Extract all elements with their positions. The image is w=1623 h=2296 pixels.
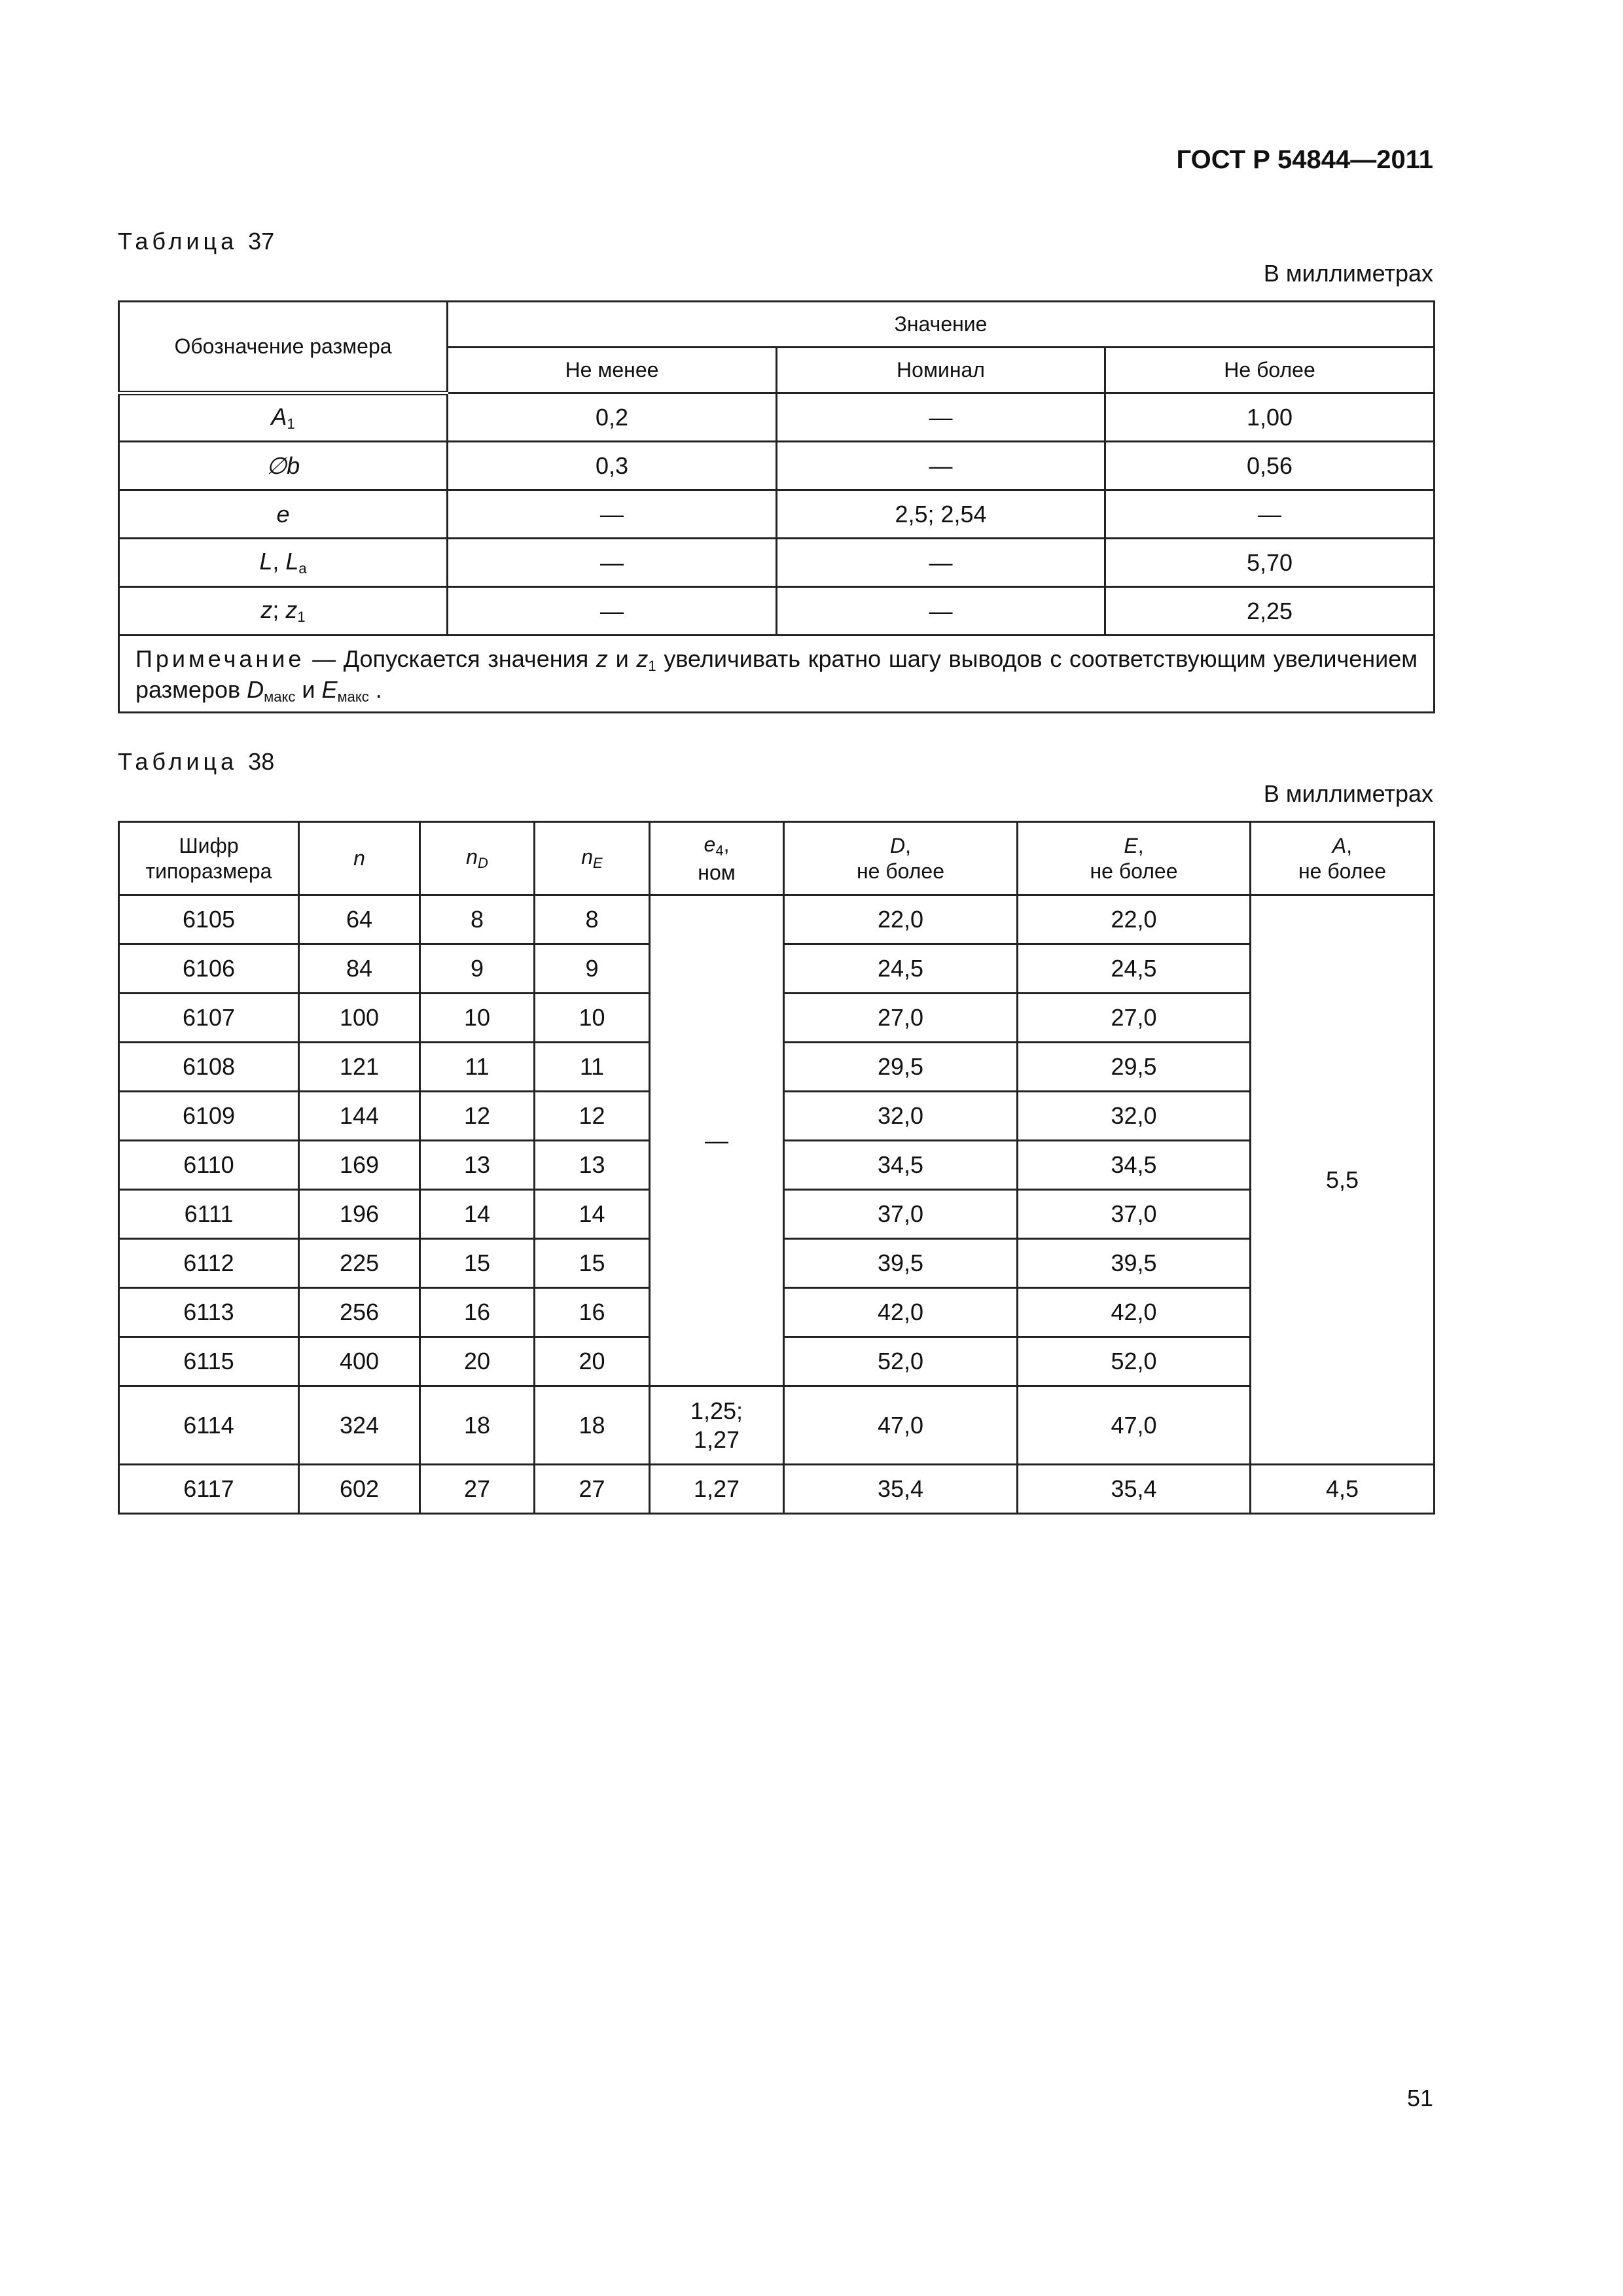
cell-nD: 13 — [420, 1141, 535, 1190]
cell-A: 4,5 — [1251, 1465, 1435, 1514]
cell-n: 225 — [299, 1239, 420, 1288]
cell-code: 6112 — [119, 1239, 299, 1288]
cell-code: 6109 — [119, 1092, 299, 1141]
cell-D: 47,0 — [784, 1386, 1018, 1465]
cell-D: 37,0 — [784, 1190, 1018, 1239]
header-e4: $e_4$, ном — [650, 822, 784, 895]
cell-nE: 10 — [535, 994, 650, 1043]
cell-nominal: — — [777, 539, 1105, 587]
header-D: D, не более — [784, 822, 1018, 895]
dimension-name: e — [119, 490, 448, 539]
cell-nE: 16 — [535, 1288, 650, 1337]
cell-E: 29,5 — [1018, 1043, 1251, 1092]
cell-D: 22,0 — [784, 895, 1018, 944]
cell-n: 121 — [299, 1043, 420, 1092]
cell-max: 1,00 — [1105, 393, 1435, 442]
cell-nD: 10 — [420, 994, 535, 1043]
cell-max: 0,56 — [1105, 442, 1435, 490]
table38 — [118, 821, 1435, 1515]
cell-D: 52,0 — [784, 1337, 1018, 1386]
cell-nominal: — — [777, 442, 1105, 490]
cell-max: 5,70 — [1105, 539, 1435, 587]
header-min: Не менее — [448, 348, 777, 393]
header-n: n — [299, 822, 420, 895]
cell-n: 84 — [299, 944, 420, 994]
cell-code: 6111 — [119, 1190, 299, 1239]
cell-E: 24,5 — [1018, 944, 1251, 994]
cell-nD: 15 — [420, 1239, 535, 1288]
header-nominal: Номинал — [777, 348, 1105, 393]
cell-D: 32,0 — [784, 1092, 1018, 1141]
cell-n: 400 — [299, 1337, 420, 1386]
cell-n: 169 — [299, 1141, 420, 1190]
header-code: Шифр типоразмера — [119, 822, 299, 895]
cell-E: 32,0 — [1018, 1092, 1251, 1141]
cell-code: 6107 — [119, 994, 299, 1043]
cell-nE: 12 — [535, 1092, 650, 1141]
table-row — [119, 442, 1435, 490]
table-row — [119, 393, 1435, 442]
cell-nominal: 2,5; 2,54 — [777, 490, 1105, 539]
header-designation: Обозначение размера — [119, 302, 448, 393]
table37-note: Примечание — Допускается значения z и $z_1$ увеличивать кратно шагу выводов с соответствующим увеличением размеров $D_{макс}$ и $E_{макс}$ . — [119, 636, 1435, 713]
table37-units: В миллиметрах — [1263, 260, 1433, 287]
table38-caption-number: 38 — [248, 748, 275, 775]
dimension-name: ∅b — [119, 442, 448, 490]
cell-n: 602 — [299, 1465, 420, 1514]
cell-E: 39,5 — [1018, 1239, 1251, 1288]
dimension-name: z; $z_1$ — [119, 587, 448, 636]
cell-nE: 15 — [535, 1239, 650, 1288]
cell-nE: 20 — [535, 1337, 650, 1386]
table37 — [118, 300, 1435, 713]
cell-code: 6113 — [119, 1288, 299, 1337]
cell-e4-merged: — — [650, 895, 784, 1386]
cell-nE: 14 — [535, 1190, 650, 1239]
dimension-name: L, $L_a$ — [119, 539, 448, 587]
cell-code: 6115 — [119, 1337, 299, 1386]
cell-n: 324 — [299, 1386, 420, 1465]
table37-caption — [118, 228, 274, 255]
cell-nD: 12 — [420, 1092, 535, 1141]
header-value: Значение — [448, 302, 1435, 348]
cell-min: — — [448, 490, 777, 539]
cell-A-merged: 5,5 — [1251, 895, 1435, 1465]
table-row — [119, 539, 1435, 587]
table38-caption — [118, 748, 274, 776]
cell-n: 64 — [299, 895, 420, 944]
table37-caption-word: Таблица — [118, 228, 238, 255]
header-E: E, не более — [1018, 822, 1251, 895]
table-row — [119, 587, 1435, 636]
cell-nD: 9 — [420, 944, 535, 994]
cell-max: — — [1105, 490, 1435, 539]
cell-nominal: — — [777, 587, 1105, 636]
cell-E: 52,0 — [1018, 1337, 1251, 1386]
cell-nE: 8 — [535, 895, 650, 944]
cell-code: 6105 — [119, 895, 299, 944]
cell-nE: 18 — [535, 1386, 650, 1465]
cell-e4: 1,25; 1,27 — [650, 1386, 784, 1465]
table37-caption-number: 37 — [248, 228, 275, 255]
cell-n: 144 — [299, 1092, 420, 1141]
cell-E: 47,0 — [1018, 1386, 1251, 1465]
document-code: ГОСТ Р 54844—2011 — [1176, 145, 1433, 174]
cell-code: 6117 — [119, 1465, 299, 1514]
cell-D: 27,0 — [784, 994, 1018, 1043]
table-row — [119, 1386, 1435, 1465]
cell-nominal: — — [777, 393, 1105, 442]
cell-D: 39,5 — [784, 1239, 1018, 1288]
cell-n: 256 — [299, 1288, 420, 1337]
cell-min: 0,2 — [448, 393, 777, 442]
cell-code: 6114 — [119, 1386, 299, 1465]
cell-nE: 27 — [535, 1465, 650, 1514]
cell-E: 42,0 — [1018, 1288, 1251, 1337]
cell-E: 37,0 — [1018, 1190, 1251, 1239]
page-number: 51 — [1406, 2085, 1433, 2111]
cell-nE: 13 — [535, 1141, 650, 1190]
cell-D: 34,5 — [784, 1141, 1018, 1190]
cell-E: 35,4 — [1018, 1465, 1251, 1514]
cell-D: 35,4 — [784, 1465, 1018, 1514]
cell-max: 2,25 — [1105, 587, 1435, 636]
cell-nD: 27 — [420, 1465, 535, 1514]
cell-D: 29,5 — [784, 1043, 1018, 1092]
header-nE: $n_E$ — [535, 822, 650, 895]
cell-nD: 18 — [420, 1386, 535, 1465]
cell-n: 196 — [299, 1190, 420, 1239]
header-max: Не более — [1105, 348, 1435, 393]
cell-nE: 9 — [535, 944, 650, 994]
cell-min: — — [448, 587, 777, 636]
table38-caption-word: Таблица — [118, 748, 238, 775]
cell-nD: 14 — [420, 1190, 535, 1239]
cell-nD: 11 — [420, 1043, 535, 1092]
table38-units: В миллиметрах — [1263, 780, 1433, 807]
cell-E: 27,0 — [1018, 994, 1251, 1043]
cell-n: 100 — [299, 994, 420, 1043]
cell-E: 22,0 — [1018, 895, 1251, 944]
cell-nD: 8 — [420, 895, 535, 944]
table-row — [119, 895, 1435, 944]
cell-E: 34,5 — [1018, 1141, 1251, 1190]
cell-code: 6108 — [119, 1043, 299, 1092]
dimension-name: $A_1$ — [119, 393, 448, 442]
cell-code: 6106 — [119, 944, 299, 994]
header-A: A, не более — [1251, 822, 1435, 895]
cell-D: 42,0 — [784, 1288, 1018, 1337]
cell-nD: 20 — [420, 1337, 535, 1386]
cell-min: 0,3 — [448, 442, 777, 490]
cell-nE: 11 — [535, 1043, 650, 1092]
cell-D: 24,5 — [784, 944, 1018, 994]
header-nD: $n_D$ — [420, 822, 535, 895]
table-row — [119, 1465, 1435, 1514]
cell-e4: 1,27 — [650, 1465, 784, 1514]
cell-min: — — [448, 539, 777, 587]
cell-nD: 16 — [420, 1288, 535, 1337]
cell-code: 6110 — [119, 1141, 299, 1190]
table-row — [119, 490, 1435, 539]
